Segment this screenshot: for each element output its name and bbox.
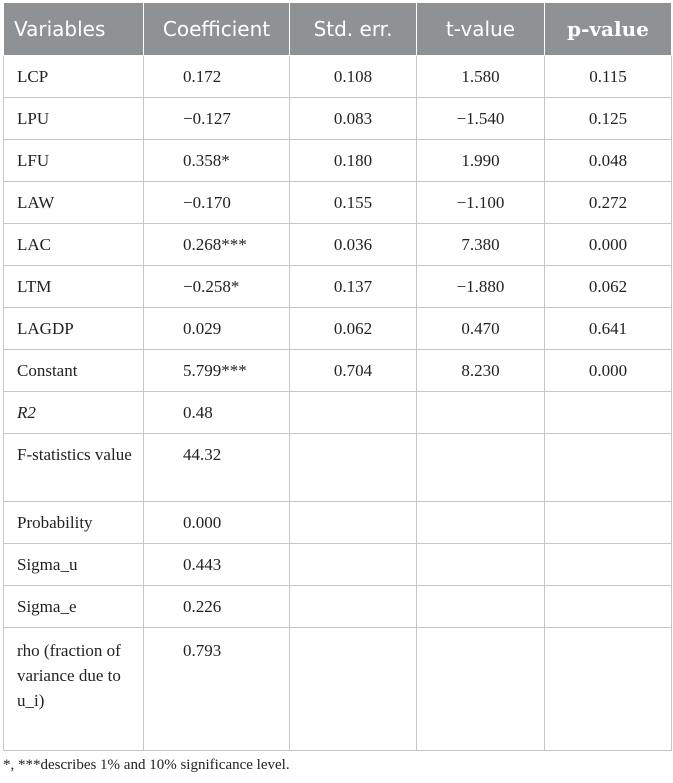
p-value-cell: 0.062 <box>545 266 672 308</box>
p-value-cell <box>545 628 672 751</box>
std-err-cell <box>290 628 417 751</box>
variable-cell: Sigma_e <box>4 586 144 628</box>
std-err-cell <box>290 434 417 502</box>
std-err-cell <box>290 392 417 434</box>
variable-cell: Constant <box>4 350 144 392</box>
coefficient-cell: 0.48 <box>144 392 290 434</box>
std-err-cell: 0.137 <box>290 266 417 308</box>
coefficient-cell: 0.226 <box>144 586 290 628</box>
t-value-cell: −1.100 <box>417 182 545 224</box>
header-row <box>4 3 672 56</box>
variable-cell: Sigma_u <box>4 544 144 586</box>
regression-table <box>3 2 672 751</box>
table-row <box>4 182 672 224</box>
t-value-cell: −1.540 <box>417 98 545 140</box>
header-p-value: p-value <box>545 3 672 56</box>
std-err-cell: 0.180 <box>290 140 417 182</box>
table-row <box>4 350 672 392</box>
p-value-cell <box>545 544 672 586</box>
table-row <box>4 266 672 308</box>
table-row <box>4 56 672 98</box>
p-value-cell: 0.000 <box>545 350 672 392</box>
header-t-value: t-value <box>417 3 545 56</box>
coefficient-cell: −0.127 <box>144 98 290 140</box>
variable-cell: F-statistics value <box>4 434 144 502</box>
std-err-cell: 0.155 <box>290 182 417 224</box>
variable-cell: rho (fraction of variance due to u_i) <box>4 628 144 751</box>
p-value-cell <box>545 586 672 628</box>
t-value-cell <box>417 586 545 628</box>
table-row <box>4 224 672 266</box>
p-value-cell: 0.115 <box>545 56 672 98</box>
t-value-cell <box>417 392 545 434</box>
p-value-cell: 0.272 <box>545 182 672 224</box>
std-err-cell <box>290 586 417 628</box>
t-value-cell: −1.880 <box>417 266 545 308</box>
std-err-cell <box>290 544 417 586</box>
p-value-cell <box>545 434 672 502</box>
std-err-cell: 0.062 <box>290 308 417 350</box>
variable-cell: LAC <box>4 224 144 266</box>
coefficient-cell: 0.172 <box>144 56 290 98</box>
coefficient-cell: 0.443 <box>144 544 290 586</box>
t-value-cell <box>417 434 545 502</box>
table-row <box>4 586 672 628</box>
coefficient-cell: 0.029 <box>144 308 290 350</box>
coefficient-cell: −0.258* <box>144 266 290 308</box>
table-row <box>4 628 672 751</box>
t-value-cell: 0.470 <box>417 308 545 350</box>
p-value-cell: 0.641 <box>545 308 672 350</box>
std-err-cell: 0.108 <box>290 56 417 98</box>
variable-cell <box>4 392 144 434</box>
variable-cell: LPU <box>4 98 144 140</box>
coefficient-cell: −0.170 <box>144 182 290 224</box>
t-value-cell <box>417 628 545 751</box>
coefficient-cell: 0.358* <box>144 140 290 182</box>
coefficient-cell: 5.799*** <box>144 350 290 392</box>
variable-cell: LAGDP <box>4 308 144 350</box>
variable-cell: LTM <box>4 266 144 308</box>
std-err-cell: 0.036 <box>290 224 417 266</box>
coefficient-cell: 0.268*** <box>144 224 290 266</box>
p-value-cell: 0.048 <box>545 140 672 182</box>
table-row <box>4 502 672 544</box>
table-row <box>4 140 672 182</box>
header-std-err: Std. err. <box>290 3 417 56</box>
table-row <box>4 392 672 434</box>
p-value-cell: 0.125 <box>545 98 672 140</box>
std-err-cell: 0.083 <box>290 98 417 140</box>
header-coefficient: Coefficient <box>144 3 290 56</box>
p-value-cell <box>545 502 672 544</box>
t-value-cell <box>417 502 545 544</box>
coefficient-cell: 0.000 <box>144 502 290 544</box>
coefficient-cell: 0.793 <box>144 628 290 751</box>
table-footnote: *, ***describes 1% and 10% significance level. <box>3 757 290 773</box>
header-variables: Variables <box>4 3 144 56</box>
variable-cell: Probability <box>4 502 144 544</box>
table-row <box>4 308 672 350</box>
table-row <box>4 544 672 586</box>
variable-cell: LCP <box>4 56 144 98</box>
variable-cell: LAW <box>4 182 144 224</box>
t-value-cell: 1.580 <box>417 56 545 98</box>
table-row <box>4 434 672 502</box>
t-value-cell <box>417 544 545 586</box>
t-value-cell: 7.380 <box>417 224 545 266</box>
r2-label: R2 <box>17 403 36 422</box>
std-err-cell: 0.704 <box>290 350 417 392</box>
variable-cell: LFU <box>4 140 144 182</box>
p-value-cell <box>545 392 672 434</box>
t-value-cell: 8.230 <box>417 350 545 392</box>
p-value-cell: 0.000 <box>545 224 672 266</box>
t-value-cell: 1.990 <box>417 140 545 182</box>
coefficient-cell: 44.32 <box>144 434 290 502</box>
std-err-cell <box>290 502 417 544</box>
table-row <box>4 98 672 140</box>
